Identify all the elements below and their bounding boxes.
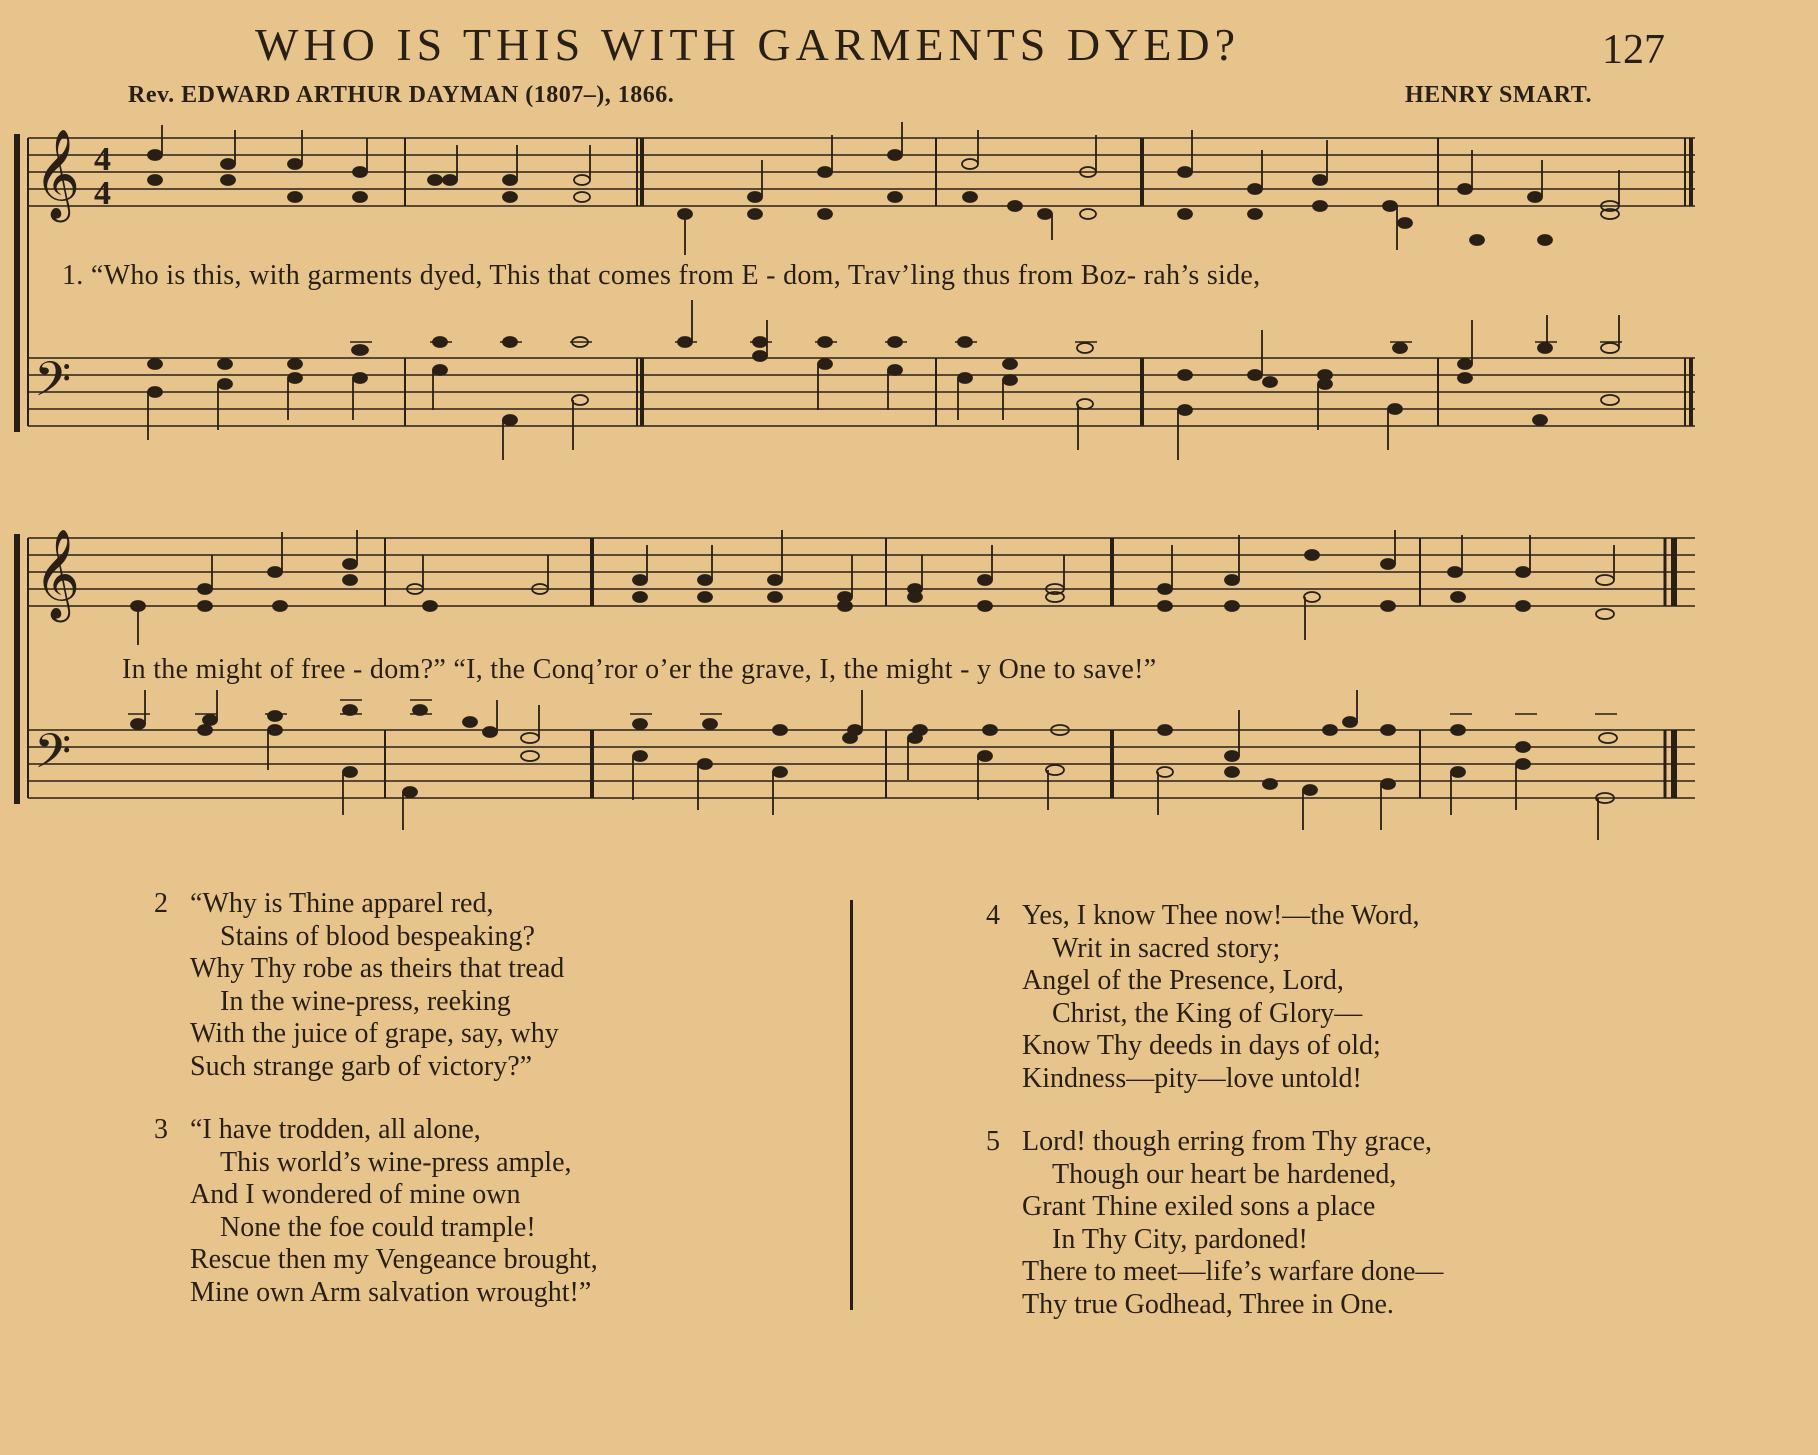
verse-line: With the juice of grape, say, why [190, 1018, 559, 1049]
verse-line: Thy true Godhead, Three in One. [1022, 1288, 1394, 1320]
verse-2 [154, 888, 564, 1083]
verse-line: In Thy City, pardoned! [1052, 1223, 1308, 1255]
verse-column-divider [850, 900, 853, 1310]
verse-line: Angel of the Presence, Lord, [1022, 965, 1344, 996]
verse-line: Mine own Arm salvation wrought!” [190, 1276, 592, 1308]
verse-line: In the wine-press, reeking [220, 985, 511, 1017]
verse-line: There to meet—life’s warfare done— [1022, 1256, 1444, 1287]
verse-line: Stains of blood bespeaking? [220, 920, 535, 952]
verse-number: 3 [154, 1114, 168, 1145]
time-sig-top: 4 [94, 141, 111, 178]
svg-text:𝄞: 𝄞 [34, 129, 81, 219]
verse-line: Grant Thine exiled sons a place [1022, 1191, 1376, 1222]
verse-line: Christ, the King of Glory— [1052, 997, 1363, 1029]
lyrics-line-1: 1. “Who is this, with garments dyed, This that comes from E - dom, Trav’ling thus from Boz- rah’s side, [62, 260, 1261, 291]
verse-line: Yes, I know Thee now!—the Word, [1022, 900, 1420, 931]
verse-line: And I wondered of mine own [190, 1179, 521, 1210]
verse-4 [986, 900, 1420, 1095]
svg-text:𝄢: 𝄢 [34, 351, 72, 419]
lyrics-line-2: In the might of free - dom?” “I, the Conq’ror o’er the grave, I, the might - y One to save!” [122, 654, 1157, 685]
verse-5 [986, 1126, 1443, 1321]
verse-line: Writ in sacred story; [1052, 932, 1281, 964]
verse-3 [154, 1114, 598, 1309]
verse-line: Rescue then my Vengeance brought, [190, 1244, 598, 1275]
verse-line: “I have trodden, all alone, [190, 1114, 481, 1145]
verse-line: Lord! though erring from Thy grace, [1022, 1126, 1433, 1157]
verse-number: 2 [154, 888, 168, 919]
verse-line: Know Thy deeds in days of old; [1022, 1030, 1381, 1061]
verse-number: 5 [986, 1126, 1000, 1157]
verse-line: “Why is Thine apparel red, [190, 888, 494, 919]
author-credit: Rev. EDWARD ARTHUR DAYMAN (1807–), 1866. [128, 82, 675, 108]
page-number: 127 [1602, 27, 1665, 73]
verse-line: This world’s wine-press ample, [220, 1146, 572, 1178]
composer-credit: HENRY SMART. [1405, 82, 1592, 108]
svg-text:𝄢: 𝄢 [34, 723, 72, 791]
verse-number: 4 [986, 900, 1000, 931]
verse-line: Why Thy robe as theirs that tread [190, 953, 565, 984]
hymn-title: WHO IS THIS WITH GARMENTS DYED? [255, 19, 1241, 70]
verse-line: Though our heart be hardened, [1052, 1158, 1397, 1190]
svg-text:𝄞: 𝄞 [34, 529, 81, 619]
verse-line: Kindness—pity—love untold! [1022, 1062, 1362, 1094]
verse-line: None the foe could trample! [220, 1211, 536, 1243]
verse-line: Such strange garb of victory?” [190, 1050, 533, 1082]
time-sig-bottom: 4 [94, 175, 111, 212]
